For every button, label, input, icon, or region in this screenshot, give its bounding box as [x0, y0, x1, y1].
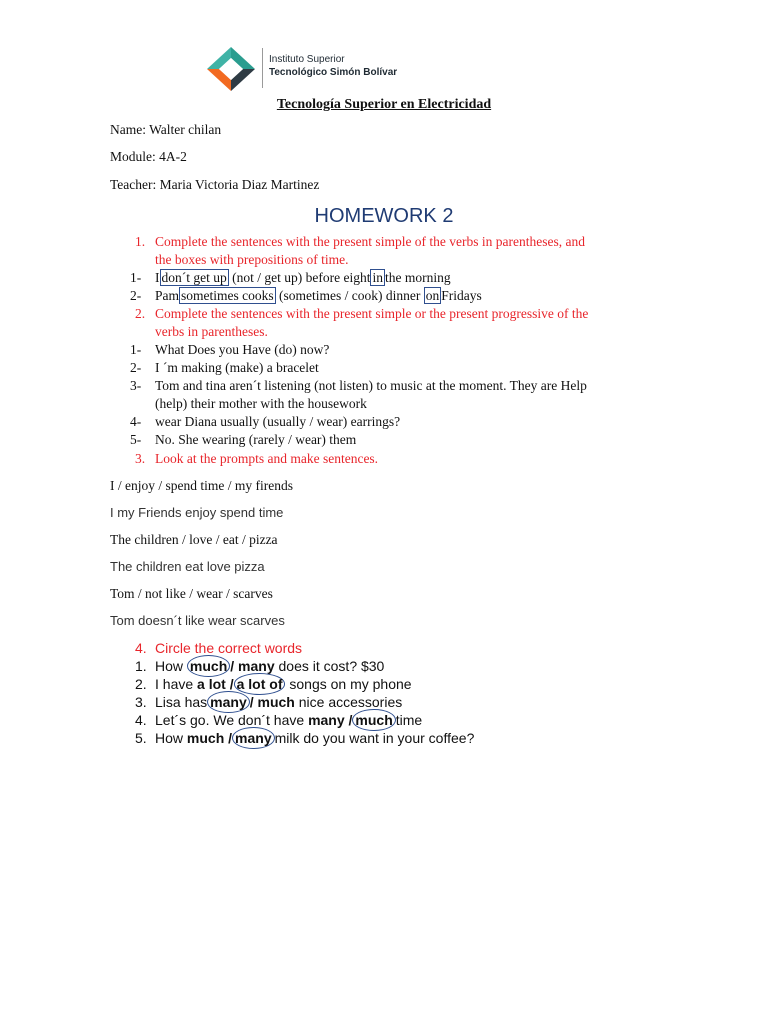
ex2-instruction-line1: Complete the sentences with the present simple or the present progressive of the	[155, 306, 589, 321]
ex2-line: wear Diana usually (usually / wear) earrings?	[155, 414, 401, 429]
ex4-instruction: Circle the correct words	[155, 640, 303, 656]
ex1-line1-number: 1-	[130, 270, 142, 285]
student-name: Name: Walter chilan	[110, 122, 222, 137]
ex2-line-number: 2-	[130, 360, 142, 375]
module-info: Module: 4A-2	[110, 149, 187, 164]
ex4-number: 4.	[135, 640, 147, 656]
ex1-instruction-line1: Complete the sentences with the present simple of the verbs in parentheses, and	[155, 234, 586, 249]
answer-box: in	[372, 270, 383, 285]
ex2-line: No. She wearing (rarely / wear) them	[155, 432, 357, 447]
ex2-line-number: 1-	[130, 342, 142, 357]
ex2-number: 2.	[135, 306, 146, 321]
institution-name: Instituto Superior Tecnológico Simón Bolívar	[269, 54, 398, 78]
answer-box: on	[425, 288, 440, 303]
document-title: Tecnología Superior en Electricidad	[276, 97, 492, 112]
ex4-line3-number: 3.	[135, 694, 147, 710]
answer-box: don´t get up	[161, 270, 227, 285]
circled-answer: many	[232, 727, 275, 749]
institute-logo-icon	[205, 45, 257, 93]
ex4-line2-number: 2.	[135, 676, 147, 692]
ex2-line-number: 4-	[130, 414, 142, 429]
ex2-line: I ´m making (make) a bracelet	[155, 360, 319, 375]
ex4-line5-number: 5.	[135, 730, 147, 746]
teacher-info: Teacher: Maria Victoria Diaz Martinez	[110, 177, 320, 192]
ex4-line3: Lisa has many / much nice accessories	[155, 694, 402, 710]
ex2-line: What Does you Have (do) now?	[155, 342, 330, 357]
prompt-answer: Tom doesn´t like wear scarves	[110, 613, 285, 628]
ex1-line2: Pam sometimes cooks (sometimes / cook) dinner on Fridays	[155, 288, 482, 303]
ex2-line-number: 3-	[130, 378, 142, 393]
ex3-instruction: Look at the prompts and make sentences.	[155, 451, 379, 466]
ex1-line1: I don´t get up (not / get up) before eight in the morning	[155, 270, 451, 285]
prompt: I / enjoy / spend time / my firends	[110, 478, 293, 493]
ex4-line4-number: 4.	[135, 712, 147, 728]
homework-title: HOMEWORK 2	[314, 205, 454, 227]
ex2-instruction-line2: verbs in parentheses.	[155, 324, 268, 339]
prompt: Tom / not like / wear / scarves	[110, 586, 273, 601]
ex2-line: Tom and tina aren´t listening (not listen) to music at the moment. They are Help	[155, 378, 587, 393]
answer-box: sometimes cooks	[181, 288, 274, 303]
circled-answer: many	[207, 691, 250, 713]
ex1-number: 1.	[135, 234, 146, 249]
circled-answer: much	[187, 655, 230, 677]
ex1-line2-number: 2-	[130, 288, 142, 303]
ex4-line2: I have a lot / a lot of songs on my phone	[155, 676, 412, 692]
logo-divider	[262, 48, 263, 88]
prompt-answer: I my Friends enjoy spend time	[110, 505, 284, 520]
circled-answer: much	[352, 709, 395, 731]
ex1-instruction-line2: the boxes with prepositions of time.	[155, 252, 349, 267]
circled-answer: a lot of	[234, 673, 286, 695]
ex4-line4: Let´s go. We don´t have many / much time	[155, 712, 422, 728]
ex3-number: 3.	[135, 451, 146, 466]
ex2-line-number: 5-	[130, 432, 142, 447]
prompt: The children / love / eat / pizza	[110, 532, 278, 547]
prompt-answer: The children eat love pizza	[110, 559, 265, 574]
ex4-line1: How much / many does it cost? $30	[155, 658, 384, 674]
ex2-line: (help) their mother with the housework	[155, 396, 367, 411]
ex4-line5: How much / many milk do you want in your coffee?	[155, 730, 474, 746]
ex4-line1-number: 1.	[135, 658, 147, 674]
